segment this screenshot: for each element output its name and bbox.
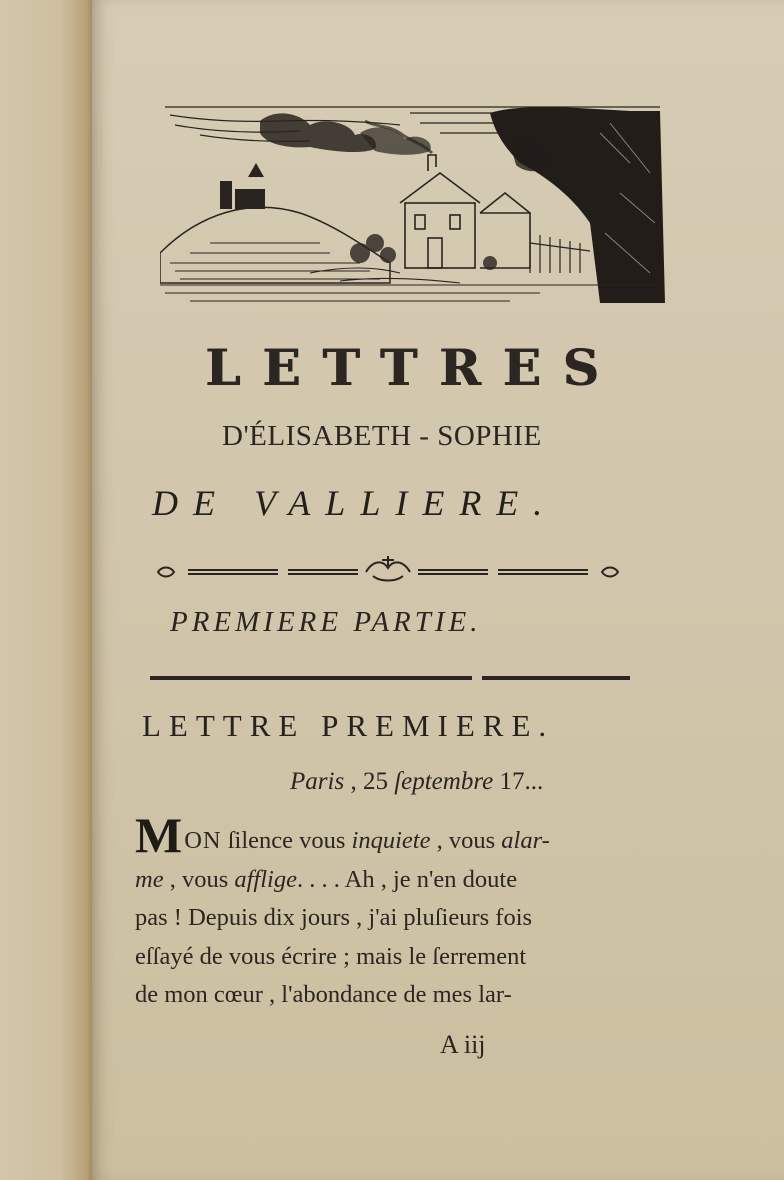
body-line-2 <box>135 861 635 900</box>
letter-heading: LETTRE PREMIERE. <box>142 708 555 743</box>
body-text-run: afflige <box>234 865 297 893</box>
ornamental-rule <box>148 550 628 584</box>
body-line-4: eſſayé de vous écrire ; mais le ſerrement <box>135 942 527 970</box>
body-text-run: ON <box>184 827 222 854</box>
part-heading: PREMIERE PARTIE. <box>170 606 482 638</box>
dateline-place: Paris <box>290 768 345 795</box>
body-text-run: alar- <box>501 827 550 854</box>
body-line-1 <box>135 807 635 863</box>
dateline-year: 17... <box>493 768 544 795</box>
letter-body <box>135 807 635 1015</box>
book-title: LETTRES <box>205 338 621 397</box>
body-text-run: ſilence vous <box>221 827 352 854</box>
body-line-3: pas ! Depuis dix jours , j'ai pluſieurs fois <box>135 904 533 931</box>
drop-cap: M <box>135 807 183 863</box>
vignette-woodcut-illustration <box>160 103 665 308</box>
divider-rule-left <box>150 676 472 680</box>
author-given-names: D'ÉLISABETH - SOPHIE <box>222 420 542 452</box>
body-text-run: me <box>135 865 164 893</box>
divider-rule-right <box>482 676 630 680</box>
body-line-5: de mon cœur , l'abondance de mes lar- <box>135 981 512 1008</box>
author-surname: DE VALLIERE. <box>152 483 558 523</box>
signature-mark: A iij <box>440 1030 486 1059</box>
body-text-run: inquiete <box>351 827 431 854</box>
dateline <box>290 768 650 796</box>
body-text-run: , vous <box>163 865 235 893</box>
dateline-day: 25 <box>362 768 395 795</box>
body-text-run: . . . . Ah , je n'en doute <box>296 865 518 893</box>
body-text-run: , vous <box>430 827 502 854</box>
dateline-separator: , <box>344 768 363 795</box>
dateline-month: ſeptembre <box>394 768 494 795</box>
